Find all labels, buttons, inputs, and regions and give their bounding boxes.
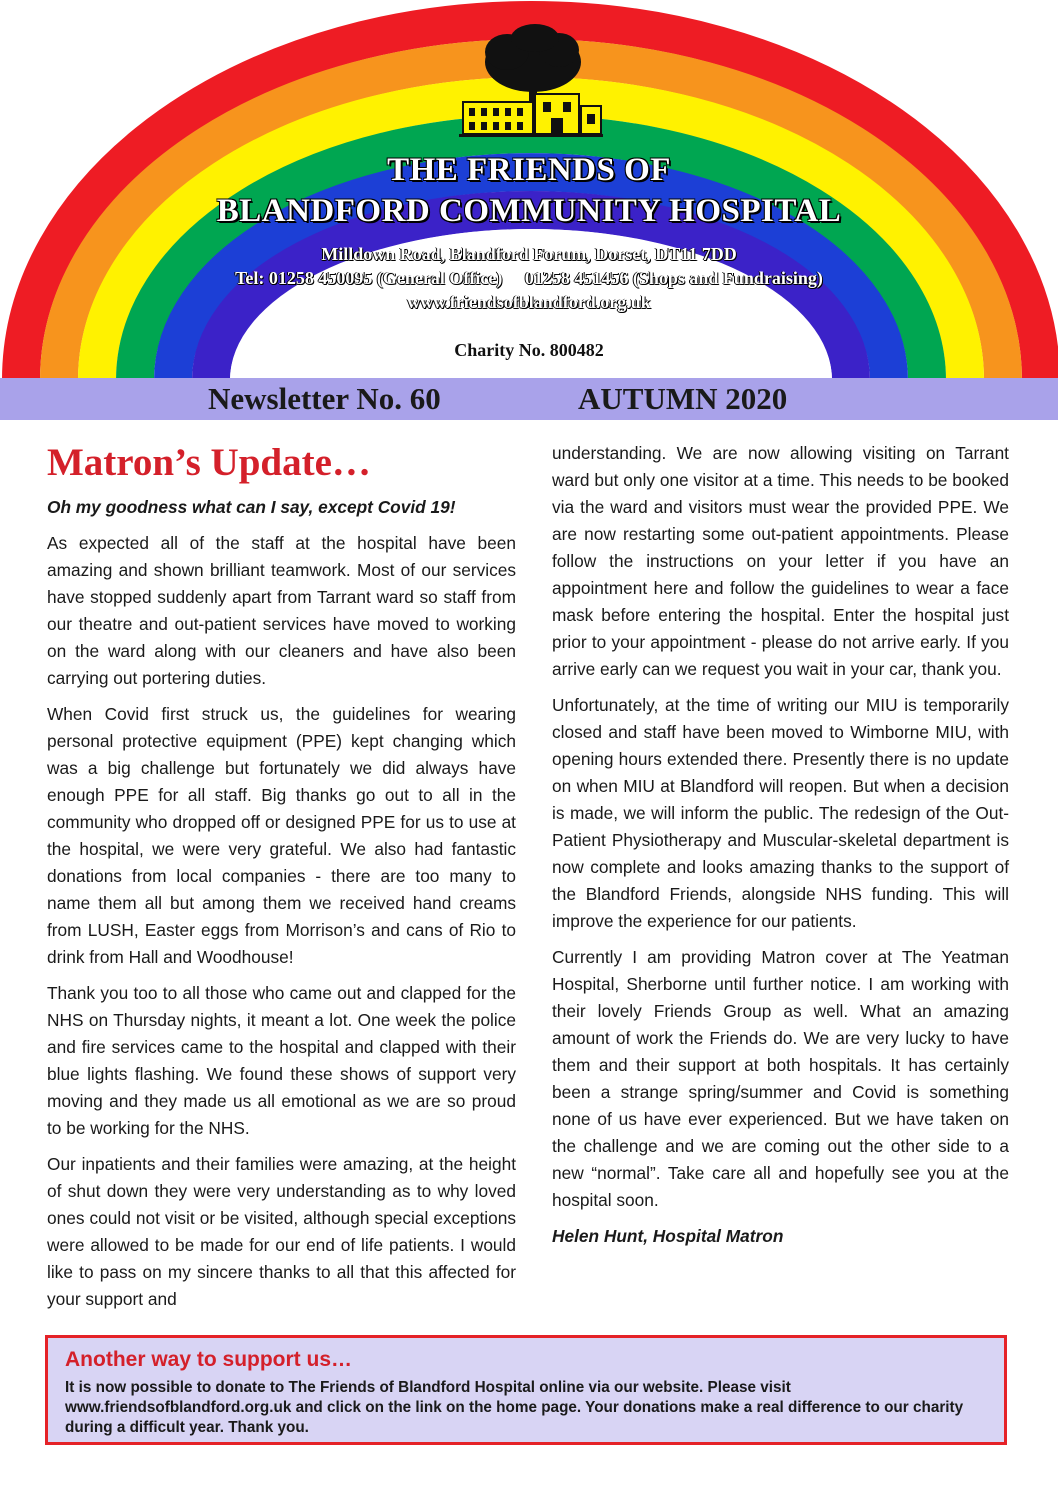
article-paragraph: When Covid first struck us, the guidelines for wearing personal protective equipment (PPE) kept changing which was a big challenge but fortunately we did always have enough PPE for all staff. Big thanks go out to all in the community who dropped off or designed PPE for us to use at the hospital, we were very grateful. We also had fantastic donations from local companies - there are too many to name them all but among them we received hand creams from LUSH, Easter eggs from Morrison’s and cans of Rio to drink from Hall and Woodhouse! — [47, 704, 516, 967]
header-website-link[interactable]: www.friendsofblandford.org.uk — [407, 292, 651, 312]
article-lead: Oh my goodness what can I say, except Covid 19! — [47, 497, 456, 517]
header-title-line2: BLANDFORD COMMUNITY HOSPITAL — [216, 193, 842, 229]
article-paragraph: Our inpatients and their families were amazing, at the height of shut down they were very understanding as to why loved ones could not visit or be visited, although special exceptions were allowed to be made for our end of life patients. I would like to pass on my sincere thanks to all that this affected for your support and — [47, 1154, 516, 1309]
article-signature: Helen Hunt, Hospital Matron — [552, 1226, 784, 1246]
support-heading: Another way to support us… — [65, 1348, 353, 1371]
article-paragraph: Currently I am providing Matron cover at The Yeatman Hospital, Sherborne until further notice. I am working with their lovely Friends Group as well. What an amazing amount of work the Friends do. We are very lucky to have them and their support at both hospitals. It has certainly been a strange spring/summer and Covid is something none of us have ever experienced. But we have taken on the challenge and we are coming out the other side to a new “normal”. Take care all and hopefully see you at the hospital soon. — [552, 947, 1009, 1210]
article-paragraph: understanding. We are now allowing visiting on Tarrant ward but only one visitor at a time. This needs to be booked via the ward and visitors must wear the provided PPE. We are now restarting some out-patient appointments. Please follow the instructions on your letter if you have an appointment here and follow the guidelines to wear a face mask before entering the hospital. Enter the hospital just prior to your appointment - please do not arrive early. If you arrive early can we request you wait in your car, thank you. — [552, 443, 1009, 679]
article-column-right — [552, 440, 1009, 1259]
article-paragraph: As expected all of the staff at the hospital have been amazing and shown brilliant teamwork. Most of our services have stopped suddenly apart from Tarrant ward so staff from our theatre and out-patient services have moved to working on the ward along with our cleaners and have also been carrying out portering duties. — [47, 533, 516, 688]
header-address: Milldown Road, Blandford Forum, Dorset, DT11 7DD — [321, 244, 737, 264]
header-title-line1: THE FRIENDS OF — [387, 152, 671, 188]
article-heading: Matron’s Update… — [47, 441, 371, 484]
header-telephone: Tel: 01258 450095 (General Office) 01258 451456 (Shops and Fundraising) — [235, 268, 823, 288]
newsletter-banner — [0, 378, 1058, 420]
charity-number: Charity No. 800482 — [454, 340, 604, 360]
article-column-left — [47, 494, 516, 1322]
newsletter-number: Newsletter No. 60 — [208, 381, 441, 416]
support-us-box — [45, 1335, 1007, 1445]
article-paragraph: Unfortunately, at the time of writing our MIU is temporarily closed and staff have been moved to Wimborne MIU, with opening hours extended there. Presently there is no update on when MIU at Blandford will reopen. But when a decision is made, we will inform the public. The redesign of the Out-Patient Physiotherapy and Muscular-skeletal department is now complete and looks amazing thanks to the support of the Blandford Friends, alongside NHS funding. This will improve the experience for our patients. — [552, 695, 1009, 931]
article-paragraph: Thank you too to all those who came out and clapped for the NHS on Thursday nights, it meant a lot. One week the police and fire services came to the hospital and clapped with their blue lights flashing. We found these shows of support very moving and they made us all emotional as we are so proud to be working for the NHS. — [47, 983, 516, 1138]
newsletter-season: AUTUMN 2020 — [578, 381, 788, 416]
support-body: It is now possible to donate to The Friends of Blandford Hospital online via our website. Please visit www.friendsofblandford.org.uk and click on the link on the home page. Your donations make a real difference to our charity during a difficult year. Thank you. — [65, 1379, 964, 1436]
hospital-tree-logo — [455, 22, 605, 144]
